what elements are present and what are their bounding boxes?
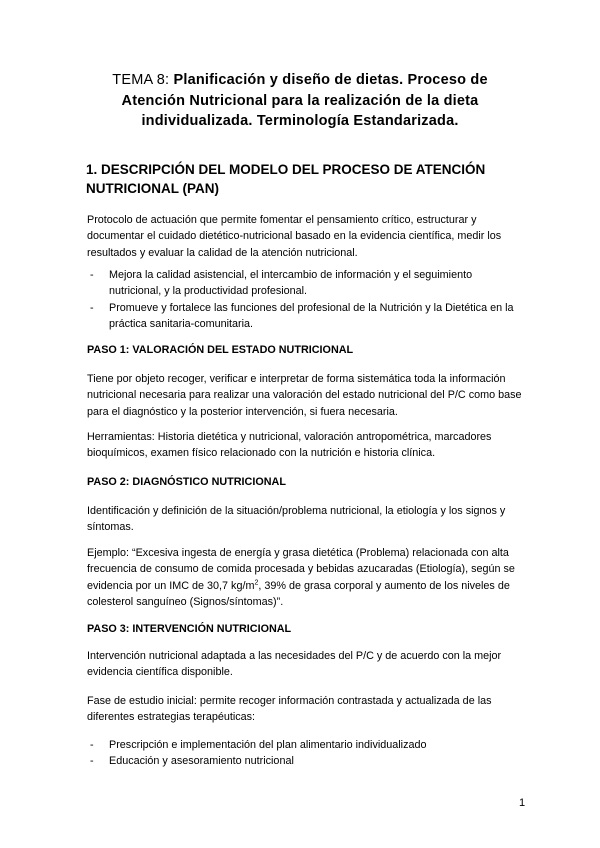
intervention-list — [87, 737, 527, 770]
list-item: - Promueve y fortalece las funciones del profesional de la Nutrición y la Dietética en la práctica sanitaria-comunitaria. — [90, 301, 514, 330]
title-lead: TEMA 8: — [112, 72, 174, 88]
section-intro-text: Protocolo de actuación que permite fomentar el pensamiento crítico, estructurar y documentar el cuidado dietético-nutricional basado en la evidencia científica, medir los resultados y evaluar la calidad de la atención nutricional. — [87, 214, 502, 259]
list-item: - Mejora la calidad asistencial, el intercambio de información y el seguimiento nutricional, y la productividad profesional. — [90, 269, 473, 298]
paso3-heading: PASO 3: INTERVENCIÓN NUTRICIONAL — [87, 623, 292, 635]
paso1-paragraph-1: Tiene por objeto recoger, verificar e interpretar de forma sistemática toda la información nutricional necesaria para realizar una valoración del estado nutricional del P/C como base para el diagnóstico y la posterior intervención, si fuera necesaria. — [87, 373, 522, 418]
paso2-heading: PASO 2: DIAGNÓSTICO NUTRICIONAL — [87, 476, 286, 488]
paso1-paragraph-2: Herramientas: Historia dietética y nutricional, valoración antropométrica, marcadores bioquímicos, examen físico relacionado con la nutrición e historia clínica. — [87, 431, 492, 460]
list-item: - Educación y asesoramiento nutricional — [90, 755, 294, 768]
paso3-paragraph-1: Intervención nutricional adaptada a las necesidades del P/C y de acuerdo con la mejor evidencia científica disponible. — [87, 650, 502, 679]
paso1-heading: PASO 1: VALORACIÓN DEL ESTADO NUTRICIONAL — [87, 344, 354, 356]
paso2-paragraph-1: Identificación y definición de la situación/problema nutricional, la etiología y los signos y síntomas. — [87, 505, 506, 534]
paso2-example: Ejemplo: “Excesiva ingesta de energía y grasa dietética (Problema) relacionada con alta frecuencia de consumo de comida procesada y bebidas azucaradas (Etiología), según se evidencia por un IMC de 30,7 $kg/m^2$, 39% de grasa corporal y aumento de los niveles de colesterol sanguíneo (Signos/síntomas)”. — [87, 547, 515, 608]
title-text: Planificación y diseño de dietas. Proceso de Atención Nutricional para la realización de la dieta individualizada. Terminología Estandarizada. — [121, 72, 488, 129]
document-title — [80, 70, 520, 132]
page-number: 1 — [519, 797, 526, 809]
section-intro — [87, 212, 523, 261]
list-item: - Prescripción e implementación del plan alimentario individualizado — [90, 739, 427, 751]
benefits-list — [87, 267, 527, 332]
section-heading: 1. DESCRIPCIÓN DEL MODELO DEL PROCESO DE ATENCIÓN NUTRICIONAL (PAN) — [86, 162, 486, 196]
paso3-paragraph-2: Fase de estudio inicial: permite recoger información contrastada y actualizada de las diferentes estrategias terapéuticas: — [87, 695, 492, 724]
